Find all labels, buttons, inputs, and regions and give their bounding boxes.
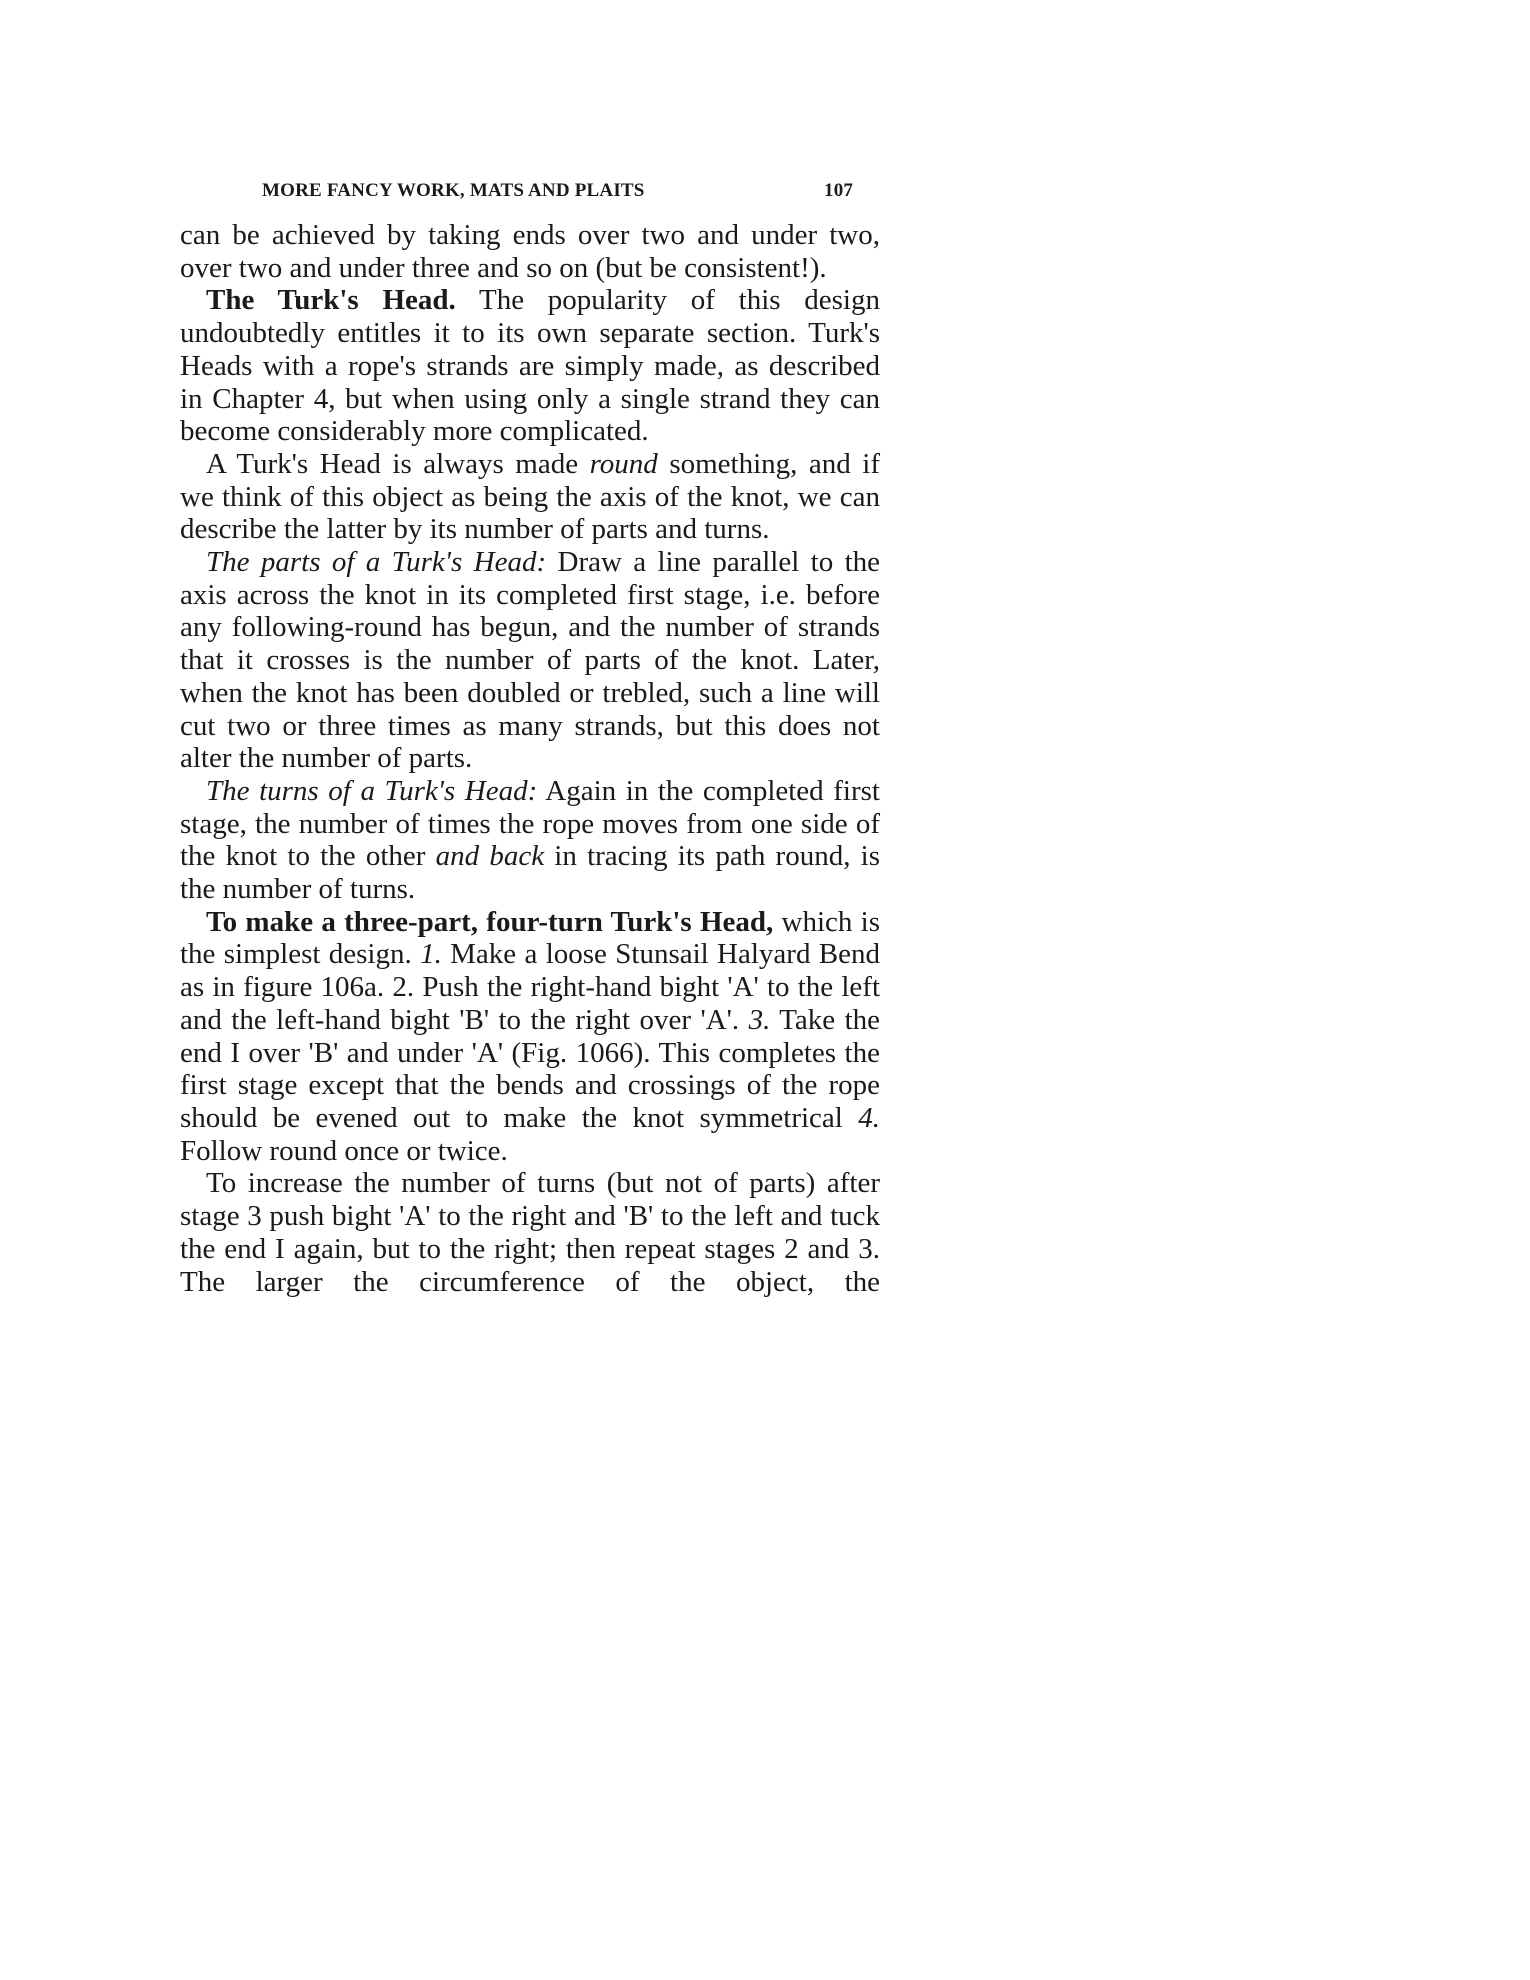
emphasis-text: and back xyxy=(435,840,545,873)
step-number: 4. xyxy=(858,1101,880,1134)
paragraph-text: To increase the number of turns (but not of parts) after stage 3 push bight 'A' to the right and 'B' to the left and tuck the end I again, but to the right; then repeat stages 2 and 3. The larger the circumference of the object, the xyxy=(180,1167,880,1298)
italic-label: The turns of a Turk's Head: xyxy=(206,774,538,807)
running-header xyxy=(262,180,862,206)
paragraph-text: in tracing its path round, is the number of turns. xyxy=(180,840,881,906)
page-number: 107 xyxy=(824,180,854,201)
italic-label: The parts of a Turk's Head: xyxy=(206,546,547,579)
chapter-title: MORE FANCY WORK, MATS AND PLAITS xyxy=(262,180,645,201)
emphasis-text: round xyxy=(589,447,658,480)
paragraph-text: Take the end I over 'B' and under 'A' (Fig. 1066). This completes the first stage except that the bends and crossings of the rope should be evened out to make the knot symmetrical xyxy=(180,1003,880,1134)
step-number: 3. xyxy=(748,1003,771,1036)
paragraph-text: Again in the completed first stage, the number of times the rope moves from one side of the knot to the other xyxy=(180,774,880,873)
paragraph-text: something, and if we think of this object as being the axis of the knot, we can describe the latter by its number of parts and turns. xyxy=(180,447,880,546)
paragraph-three-part xyxy=(180,906,880,1168)
paragraph-parts xyxy=(180,546,880,775)
paragraph-increase-turns xyxy=(180,1167,880,1298)
paragraph-turks-head xyxy=(180,284,880,448)
paragraph-text: Follow round once or twice. xyxy=(180,1134,508,1167)
paragraph-text: Make a loose Stunsail Halyard Bend as in figure 106a. 2. Push the right-hand bight 'A' to the left and the left-hand bight 'B' to the right over 'A'. xyxy=(180,938,880,1036)
paragraph-text: The popularity of this design undoubtedly entitles it to its own separate section. Turk's Heads with a rope's strands are simply made, as described in Chapter 4, but when using only a single strand they can become considerably more complicated. xyxy=(180,284,880,448)
step-number: 1. xyxy=(420,938,442,971)
section-heading: To make a three-part, four-turn Turk's Head, xyxy=(206,905,774,938)
body-text xyxy=(180,219,880,1298)
paragraph-continued xyxy=(180,219,880,284)
paragraph-text: can be achieved by taking ends over two and under two, over two and under three and so on (but be consistent!). xyxy=(180,219,880,284)
paragraph-text: Draw a line parallel to the axis across the knot in its completed first stage, i.e. before any following-round has begun, and the number of strands that it crosses is the number of parts of the knot. Later, when the knot has been doubled or trebled, such a line will cut two or three times as many strands, but this does not alter the number of parts. xyxy=(180,546,880,775)
paragraph-text: which is the simplest design. xyxy=(180,905,880,971)
paragraph-turns xyxy=(180,775,880,906)
section-heading: The Turk's Head. xyxy=(206,284,456,317)
paragraph-text: A Turk's Head is always made xyxy=(206,447,590,480)
paragraph-round xyxy=(180,448,880,546)
